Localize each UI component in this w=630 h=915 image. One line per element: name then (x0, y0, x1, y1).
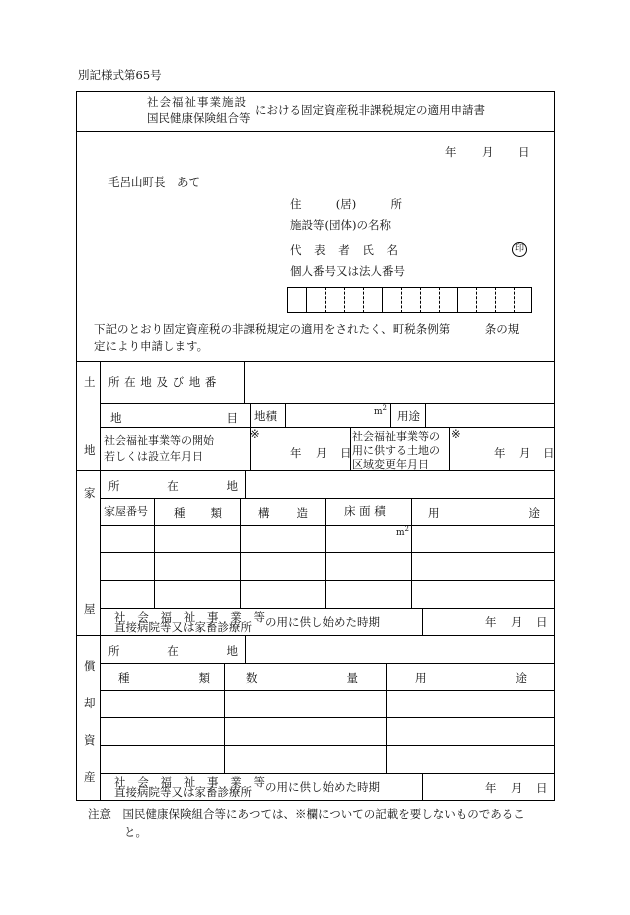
land-area-unit: $m^2$ (374, 404, 388, 417)
depreciable-entry-rows[interactable] (101, 691, 554, 772)
land-change-label-3: 区域変更年月日 (352, 458, 429, 471)
land-category-label: 地 目 (110, 411, 238, 425)
land-label-bottom: 地 (84, 443, 96, 457)
note-line-2: と。 (124, 825, 147, 839)
statement-line-2: 定により申請します。 (94, 339, 209, 353)
house-location-input[interactable] (246, 471, 554, 497)
depreciable-location-input[interactable] (246, 636, 554, 662)
depreciable-col-type: 種 類 (118, 671, 210, 685)
land-start-label-2: 若しくは設立年月日 (104, 450, 203, 463)
depreciable-use-start-line-2: 直接病院等又は家畜診療所 (114, 785, 252, 799)
land-label-top: 土 (84, 375, 96, 389)
facility-name-label: 施設等(団体)の名称 (290, 218, 391, 232)
title-divider (76, 131, 555, 132)
house-label-bottom: 屋 (84, 602, 96, 616)
depreciable-label-2: 却 (84, 696, 96, 710)
title-line-2: 国民健康保険組合等 (147, 111, 251, 125)
house-col-type: 種 類 (174, 506, 222, 520)
statement-line-1: 下記のとおり固定資産税の非課税規定の適用をされたく、町税条例第 条の規 (94, 322, 520, 336)
address-label: 住 (居) 所 (290, 197, 402, 211)
land-change-label-2: 用に供する土地の (352, 444, 440, 457)
land-use-input[interactable] (426, 404, 554, 426)
depreciable-label-3: 資 (84, 733, 96, 747)
depreciable-label-1: 償 (84, 659, 96, 673)
house-entry-rows[interactable] (101, 526, 554, 607)
date-day: 日 (518, 145, 530, 159)
depreciable-col-quantity: 数 量 (246, 671, 358, 685)
house-use-start-suffix: の用に供し始めた時期 (265, 615, 380, 629)
land-area-label: 地積 (254, 409, 277, 423)
house-col-use: 用 途 (428, 506, 540, 520)
id-number-label: 個人番号又は法人番号 (290, 264, 405, 278)
land-change-asterisk: ※ (451, 427, 461, 441)
note-line-1: 注意 国民健康保険組合等にあつては、※欄についての記載を要しないものであるこ (88, 807, 525, 821)
depreciable-use-start-line-1: 社 会 福 祉 事 業 等 (114, 775, 265, 789)
date-year: 年 (445, 145, 457, 159)
house-use-start-line-1: 社 会 福 祉 事 業 等 (114, 610, 265, 624)
land-use-label: 用途 (397, 409, 420, 423)
house-area-unit: $m^2$ (396, 525, 410, 538)
land-location-input[interactable] (245, 362, 554, 402)
house-label-top: 家 (84, 486, 96, 500)
seal-mark: 印 (512, 242, 527, 257)
depreciable-use-start-suffix: の用に供し始めた時期 (265, 780, 380, 794)
land-location-label: 所 在 地 及 び 地 番 (108, 375, 217, 389)
land-start-label-1: 社会福祉事業等の開始 (104, 434, 214, 447)
date-month: 月 (482, 145, 494, 159)
title-suffix: における固定資産税非課税規定の適用申請書 (255, 103, 485, 117)
house-col-number: 家屋番号 (104, 505, 148, 518)
land-change-label-1: 社会福祉事業等の (352, 430, 440, 443)
addressee: 毛呂山町長 あて (108, 175, 200, 189)
house-col-floor-area: 床 面 積 (344, 504, 386, 518)
depreciable-col-use: 用 途 (415, 671, 527, 685)
title-line-1: 社会福祉事業施設 (147, 95, 247, 109)
house-col-structure: 構 造 (258, 506, 308, 520)
representative-label: 代 表 者 氏 名 (290, 243, 398, 257)
form-number: 別記様式第65号 (78, 68, 162, 82)
house-use-start-line-2: 直接病院等又は家畜診療所 (114, 620, 252, 634)
depreciable-label-4: 産 (84, 770, 96, 784)
house-location-label: 所 在 地 (108, 479, 238, 493)
land-start-asterisk: ※ (250, 427, 260, 441)
depreciable-location-label: 所 在 地 (108, 644, 238, 658)
